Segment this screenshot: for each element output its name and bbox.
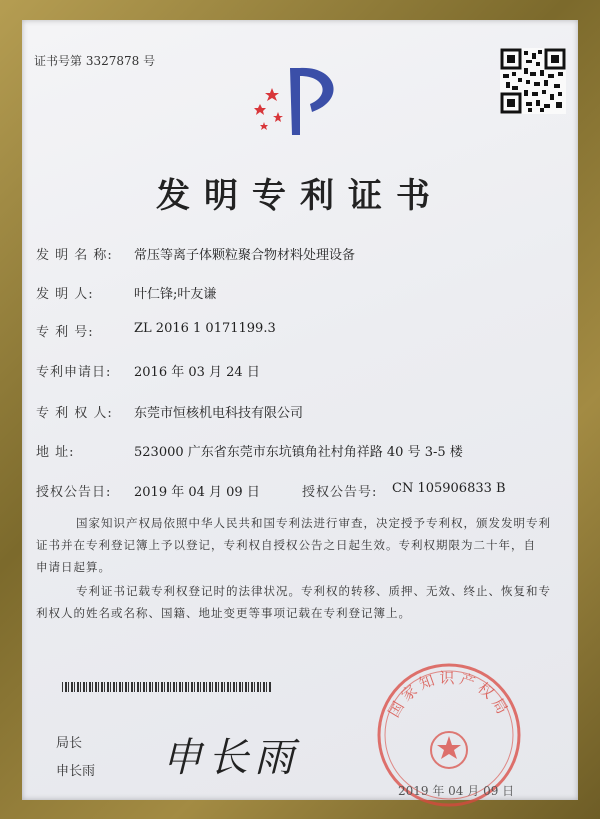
svg-text:国家知识产权局	[385, 669, 514, 720]
paragraph-line: 申请日起算。	[36, 560, 111, 574]
application-date-label: 专利申请日:	[36, 365, 112, 380]
patent-number-value: ZL 2016 1 0171199.3	[134, 321, 276, 336]
address-label: 地 址:	[36, 445, 75, 460]
cert-no-value: 3327878	[85, 54, 140, 68]
barcode	[62, 682, 272, 692]
director-title: 局长	[56, 736, 83, 751]
invention-name-label: 发 明 名 称:	[36, 248, 113, 263]
director-signature: 申长雨	[162, 735, 300, 781]
grant-statement-paragraph	[36, 512, 566, 578]
patentee-value: 东莞市恒核机电科技有限公司	[134, 406, 304, 421]
director-name: 申长雨	[56, 764, 96, 779]
address-value: 523000 广东省东莞市东坑镇角社村角祥路 40 号 3-5 楼	[134, 445, 463, 460]
paragraph-line: 国家知识产权局依照中华人民共和国专利法进行审查，决定授予专利权，颁发发明专利	[76, 516, 551, 530]
certificate-number	[34, 52, 155, 69]
qr-code-icon	[500, 48, 566, 114]
cert-no-label: 证书号第	[34, 54, 83, 68]
grant-date-label: 授权公告日:	[36, 485, 112, 500]
grant-date-value: 2019 年 04 月 09 日	[134, 485, 260, 500]
patent-number-label: 专 利 号:	[36, 325, 94, 340]
invention-name-value: 常压等离子体颗粒聚合物材料处理设备	[134, 248, 356, 263]
grant-number-value: CN 105906833 B	[392, 481, 506, 496]
seal-date: 2019 年 04 月 09 日	[398, 784, 515, 798]
legal-status-paragraph	[36, 580, 566, 624]
paragraph-line: 利权人的姓名或名称、国籍、地址变更等事项记载在专利登记簿上。	[36, 606, 411, 620]
cert-no-suffix: 号	[143, 54, 156, 68]
paragraph-line: 专利证书记载专利权登记时的法律状况。专利权的转移、质押、无效、终止、恢复和专	[76, 584, 551, 598]
cnipa-logo-icon	[252, 60, 362, 140]
certificate-title: 发明专利证书	[156, 176, 444, 216]
seal-text: 国家知识产权局	[384, 669, 514, 721]
paragraph-line: 证书并在专利登记簿上予以登记，专利权自授权公告之日起生效。专利权期限为二十年，自	[36, 538, 536, 552]
certificate-sheet	[22, 20, 578, 800]
inventor-value: 叶仁锋;叶友谦	[134, 287, 217, 302]
grant-number-label: 授权公告号:	[302, 485, 378, 500]
application-date-value: 2016 年 03 月 24 日	[134, 365, 260, 380]
patentee-label: 专 利 权 人:	[36, 406, 113, 421]
inventor-label: 发 明 人:	[36, 287, 94, 302]
